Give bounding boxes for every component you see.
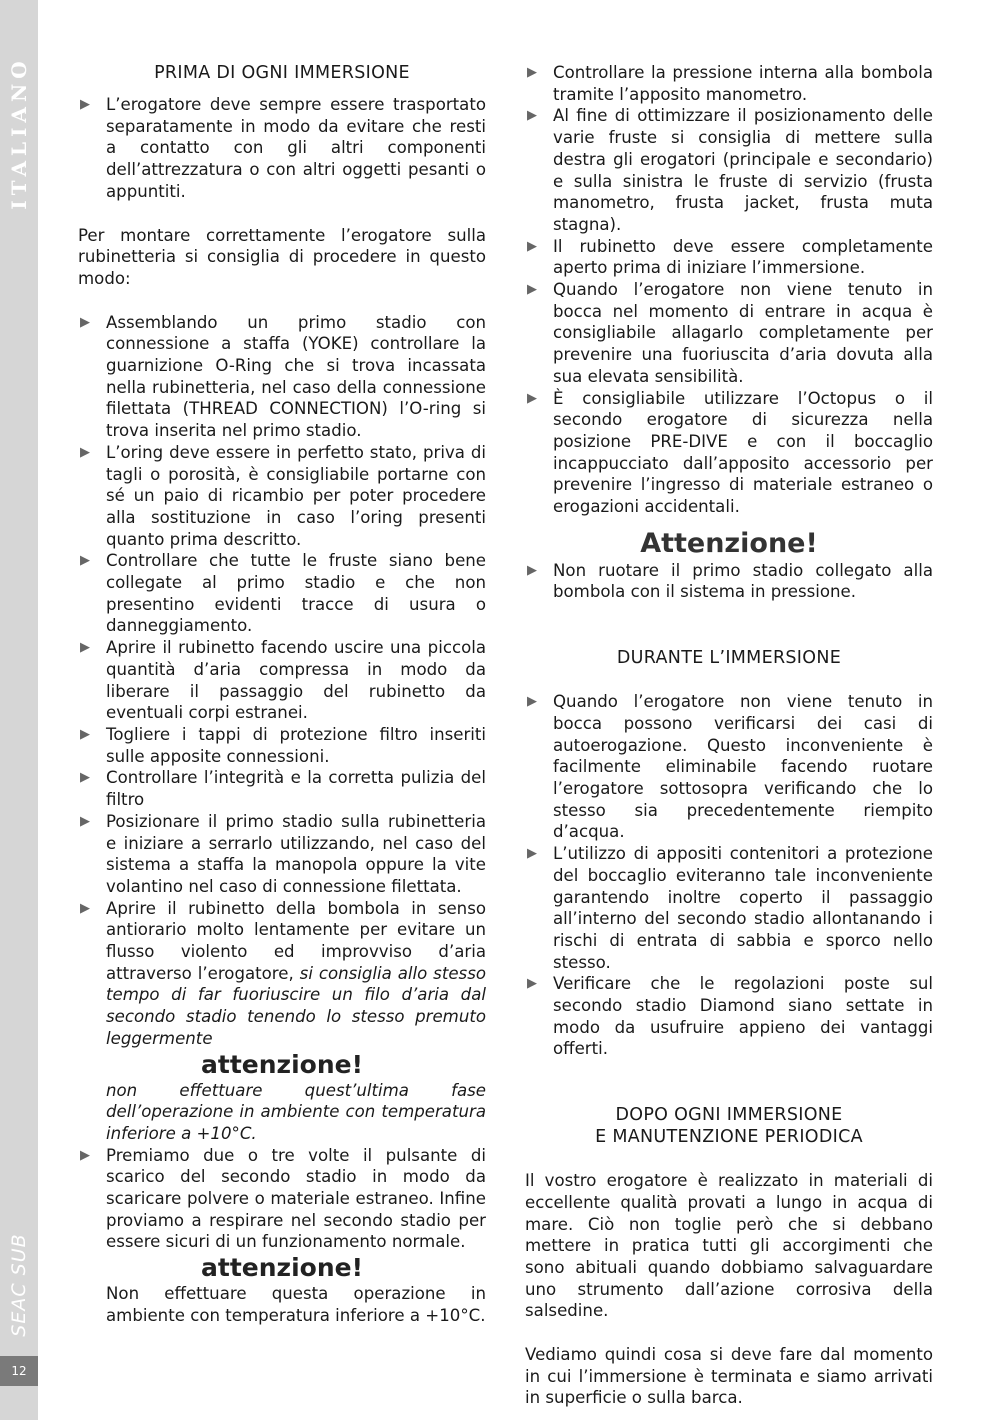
sidebar <box>0 0 38 1420</box>
warning-heading: attenzione! <box>201 1253 363 1283</box>
right-column <box>525 62 933 1409</box>
triangle-right-icon: ▶ <box>527 65 537 80</box>
triangle-right-icon: ▶ <box>527 108 537 124</box>
triangle-right-icon: ▶ <box>80 726 90 742</box>
left-column <box>78 62 486 1327</box>
list-item: ▶ L’utilizzo di appositi contenitori a protezione del boccaglio eviteranno tale inconveniente garantendo inoltre coperto il passaggio all’interno del secondo stadio allontanando i rischi di entrata di sabbia e sporco nello stesso. <box>527 844 933 972</box>
list-item: ▶ Al fine di ottimizzare il posizionamento delle varie fruste si consiglia di mettere sulla destra gli erogatori (principale e secondario) e sulla sinistra le fruste di servizio (frusta manometro, frusta jacket, frusta muta stagna). <box>527 106 933 234</box>
brand-text: SEAC SUB <box>8 1233 30 1337</box>
list-item: ▶ Il rubinetto deve essere completamente aperto prima di iniziare l’immersione. <box>527 236 933 278</box>
warning-text: Non effettuare questa operazione in ambiente con temperatura inferiore a +10°C. <box>106 1284 486 1325</box>
triangle-right-icon: ▶ <box>80 900 90 916</box>
section-title-before-dive: PRIMA DI OGNI IMMERSIONE <box>154 63 410 83</box>
triangle-right-icon: ▶ <box>527 846 537 862</box>
triangle-right-icon: ▶ <box>80 314 90 330</box>
triangle-right-icon: ▶ <box>80 770 90 786</box>
list-item: ▶ Non ruotare il primo stadio collegato alla bombola con il sistema in pressione. <box>527 560 933 602</box>
list-item: ▶ Premiamo due o tre volte il pulsante di scarico del secondo stadio in modo da scaricare polvere o materiale estraneo. Infine proviamo a respirare nel secondo stadio per essere sicuri di un funzionamento normale. <box>80 1145 486 1252</box>
body-paragraph: Vediamo quindi cosa si deve fare dal momento in cui l’immersione è terminata e siamo arrivati in superficie o sulla barca. <box>525 1345 933 1408</box>
list-item: ▶ Togliere i tappi di protezione filtro inseriti sulle apposite connessioni. <box>80 724 486 766</box>
intro-paragraph: Per montare correttamente l’erogatore sulla rubinetteria si consiglia di procedere in questo modo: <box>78 225 486 288</box>
language-label <box>3 55 35 210</box>
list-item: ▶ L’oring deve essere in perfetto stato, priva di tagli o porosità, è consigliabile portarne con sé un paio di ricambio per poter procedere alla sostituzione in caso l’oring presenti quanto prima descritto. <box>80 442 486 549</box>
list-item: ▶ Aprire il rubinetto della bombola in senso antiorario molto lentamente per evitare un flusso violento ed improvviso d’aria attraverso l’erogatore, si consiglia allo stesso tempo di far fuoriuscire un filo d’aria dal secondo stadio tenendo lo stesso premuto leggermente <box>80 898 486 1048</box>
triangle-right-icon: ▶ <box>80 640 90 656</box>
list-item: ▶ Controllare la pressione interna alla bombola tramite l’apposito manometro. <box>527 63 933 104</box>
list-item: ▶ L’erogatore deve sempre essere trasportato separatamente in modo da evitare che resti a contatto con gli altri componenti dell’attrezzatura o con altri oggetti pesanti o appuntiti. <box>80 95 486 201</box>
list-item: ▶ Quando l’erogatore non viene tenuto in bocca possono verificarsi dei casi di autoerogazione. Questo inconveniente è facilmente eliminabile facendo ruotare l’erogatore sottosopra verificando che lo stesso sia precedentemente riempito d’acqua. <box>527 692 933 842</box>
brand-label <box>3 1225 35 1345</box>
list-item: ▶ Posizionare il primo stadio sulla rubinetteria e iniziare a serrarlo utilizzando, nel caso del sistema a staffa la manopola oppure la vite volantino nel caso di connessione filettata. <box>80 811 486 896</box>
triangle-right-icon: ▶ <box>527 976 537 992</box>
language-text: ITALIANO <box>7 55 31 210</box>
triangle-right-icon: ▶ <box>80 97 90 112</box>
warning-heading: attenzione! <box>201 1049 363 1079</box>
section-title-after-dive: DOPO OGNI IMMERSIONE E MANUTENZIONE PERIODICA <box>595 1105 863 1148</box>
triangle-right-icon: ▶ <box>80 1147 90 1163</box>
section-title-during-dive: DURANTE L’IMMERSIONE <box>616 648 842 669</box>
triangle-right-icon: ▶ <box>80 813 90 829</box>
triangle-right-icon: ▶ <box>527 282 537 298</box>
list-item: ▶ È consigliabile utilizzare l’Octopus o il secondo erogatore di sicurezza nella posizione PRE-DIVE e con il boccaglio incappucciato dall’apposito accessorio per prevenire l’ingresso di materiale estraneo o erogazioni accidentali. <box>527 388 933 517</box>
warning-text: non effettuare quest’ultima fase dell’operazione in ambiente con temperatura inferiore a +10°C. <box>106 1080 486 1143</box>
triangle-right-icon: ▶ <box>527 238 537 254</box>
list-item: ▶ Aprire il rubinetto facendo uscire una piccola quantità d’aria compressa in modo da liberare il passaggio del rubinetto da eventuali corpi estranei. <box>80 638 486 723</box>
triangle-right-icon: ▶ <box>527 562 537 578</box>
triangle-right-icon: ▶ <box>527 694 537 710</box>
warning-heading: Attenzione! <box>640 527 818 559</box>
triangle-right-icon: ▶ <box>80 444 90 460</box>
triangle-right-icon: ▶ <box>527 390 537 406</box>
list-item: ▶ Controllare che tutte le fruste siano bene collegate al primo stadio e che non presentino evidenti tracce di usura o danneggiamento. <box>80 551 486 636</box>
triangle-right-icon: ▶ <box>80 553 90 569</box>
list-item: ▶ Quando l’erogatore non viene tenuto in bocca nel momento di entrare in acqua è consigliabile allagarlo completamente per prevenire una fuoriuscita d’aria dovuta alla sua elevata sensibilità. <box>527 280 933 386</box>
body-paragraph: Il vostro erogatore è realizzato in materiali di eccellente qualità provati a lungo in acqua di mare. Ciò non toglie però che si debbano mettere in pratica tutti gli accorgimenti che sono abituali quando dobbiamo salvaguardare uno strumento dall’azione corrosiva della salsedine. <box>525 1171 933 1321</box>
list-item: ▶ Controllare l’integrità e la corretta pulizia del filtro <box>80 768 486 810</box>
list-item: ▶ Verificare che le regolazioni poste sul secondo stadio Diamond siano settate in modo da usufruire appieno dei vantaggi offerti. <box>527 974 933 1059</box>
list-item: ▶ Assemblando un primo stadio con connessione a staffa (YOKE) controllare la guarnizione O-Ring che si trova incassata nella rubinetteria, nel caso della connessione filettata (THREAD CONNECTION) l’O-ring si trova inserita nel primo stadio. <box>80 312 486 441</box>
page-number: 12 <box>0 1356 38 1386</box>
